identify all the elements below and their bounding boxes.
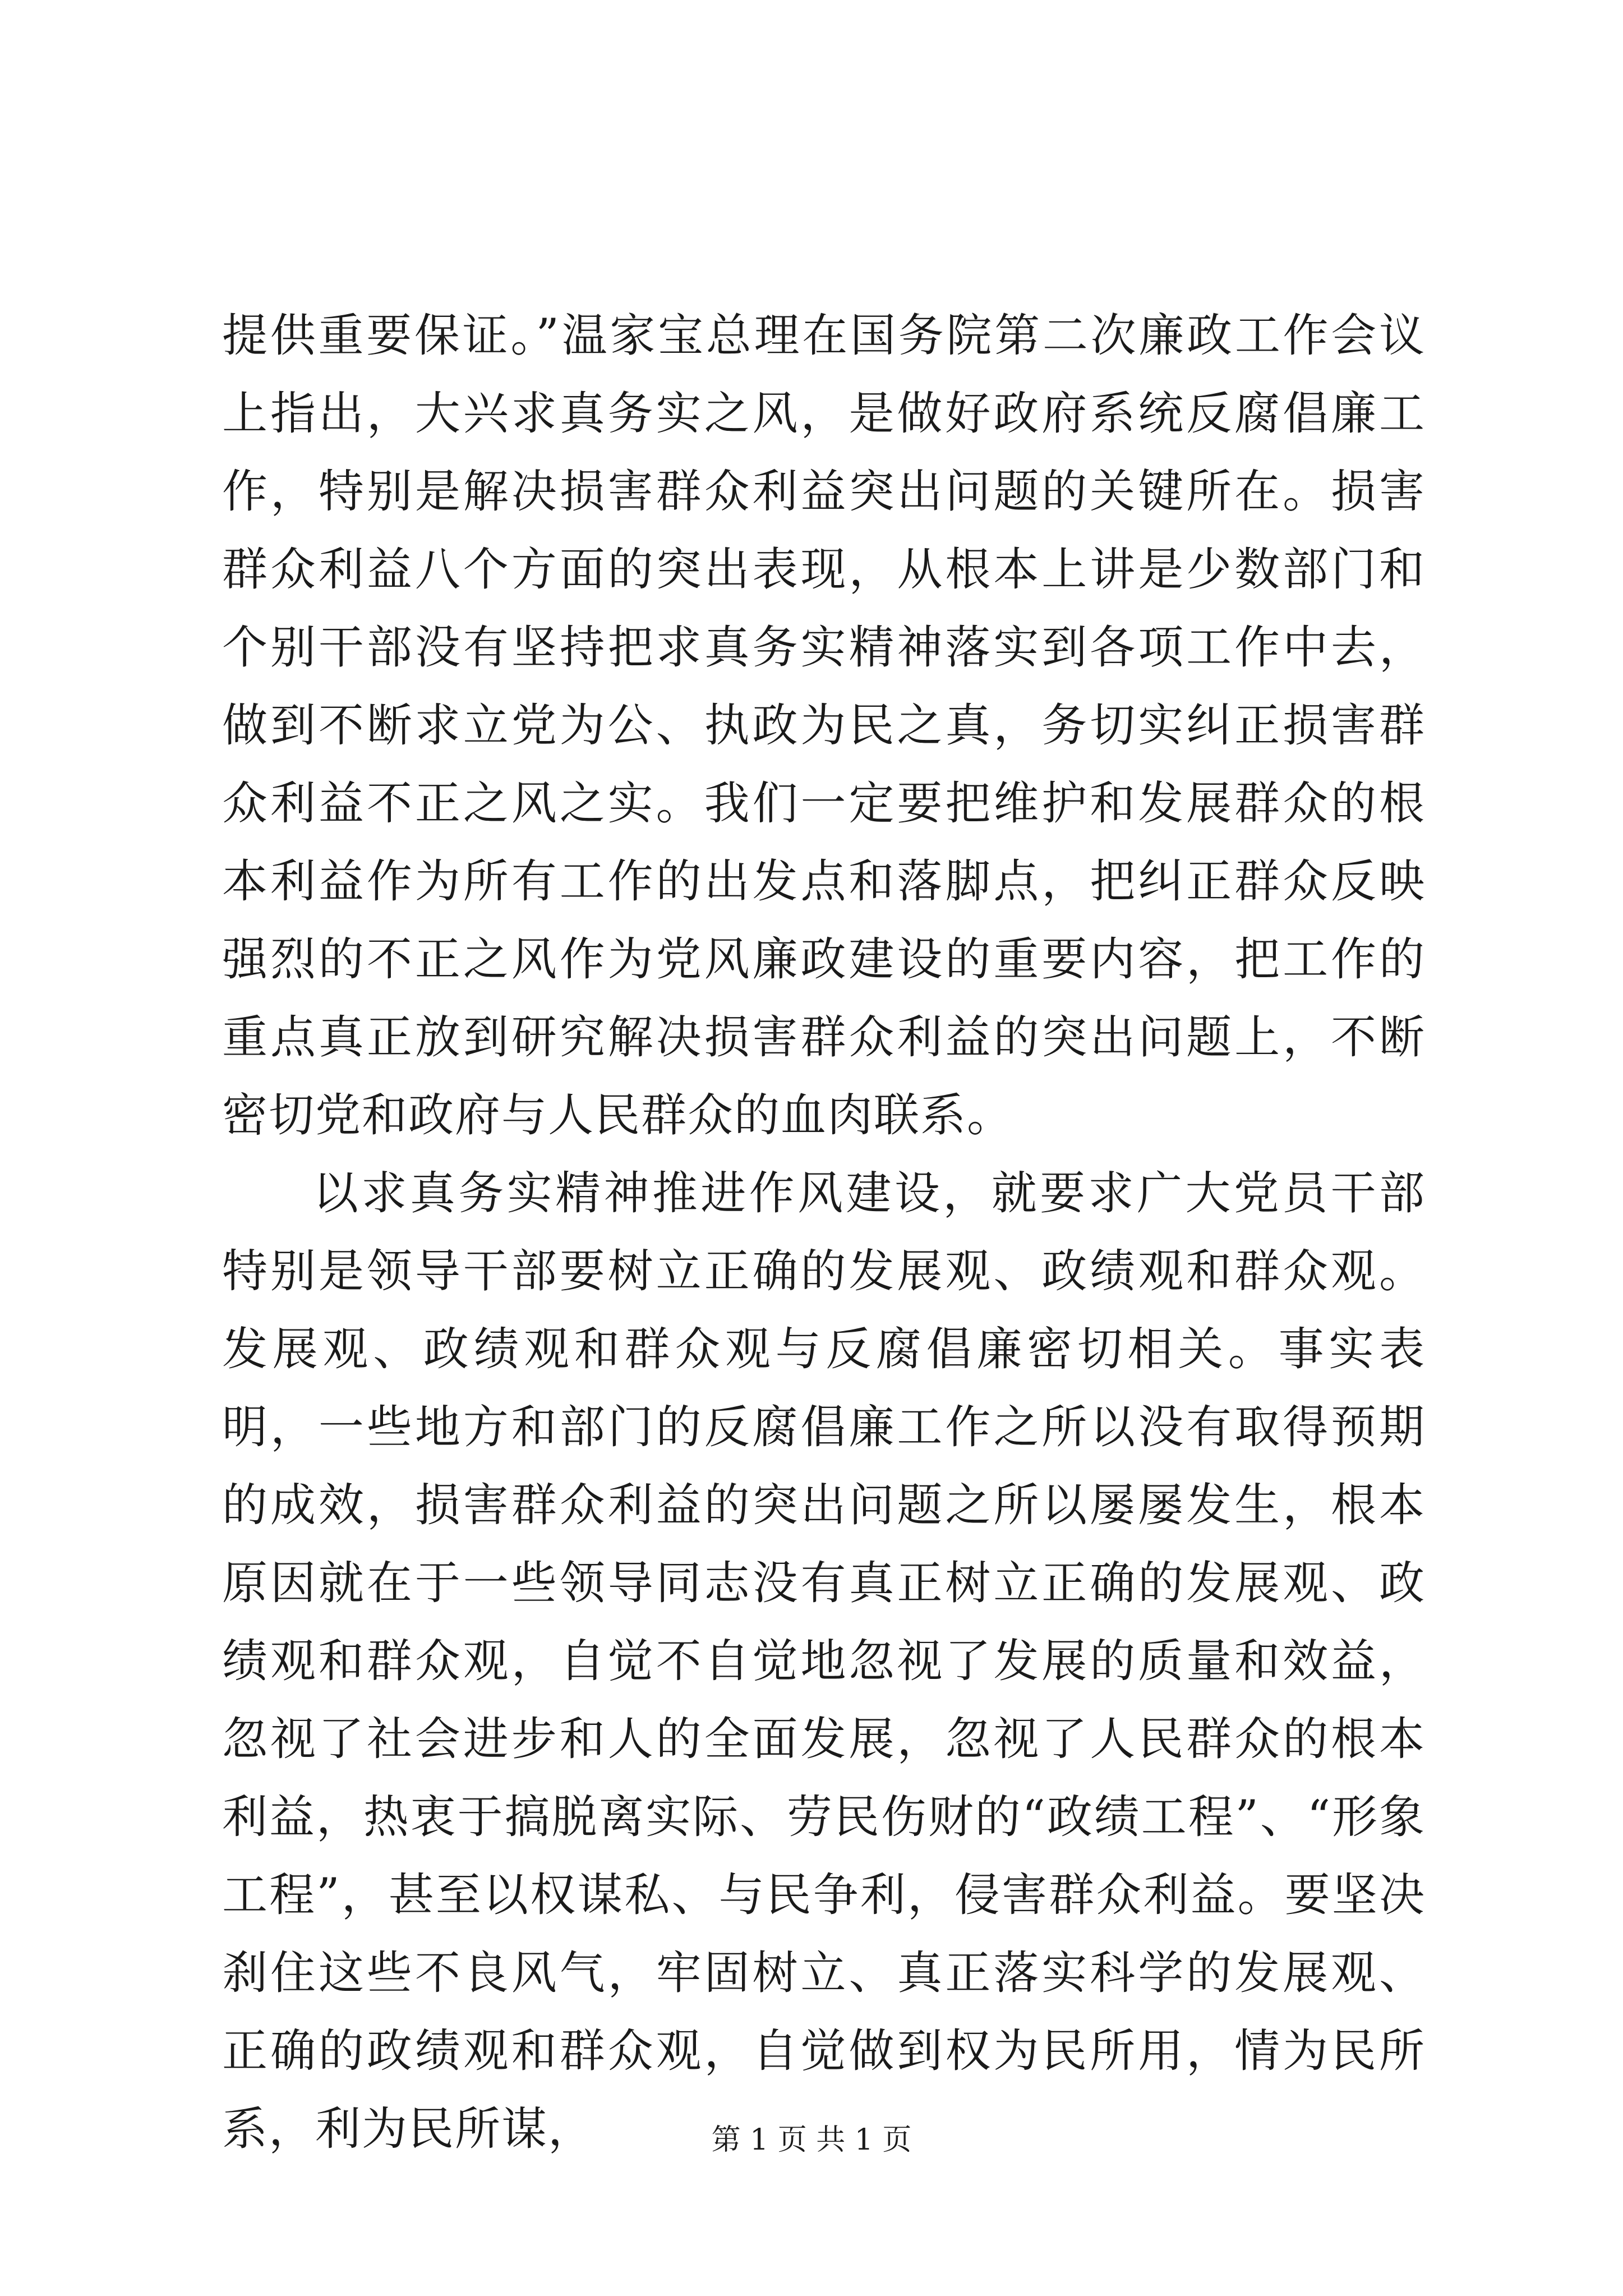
page-footer: 第 1 页 共 1 页	[711, 2123, 912, 2157]
document-body	[222, 297, 1426, 2169]
paragraph-1: 提供重要保证。”温家宝总理在国务院第二次廉政工作会议上指出，大兴求真务实之风，是做好政府系统反腐倡廉工作，特别是解决损害群众利益突出问题的关键所在。损害群众利益八个方面的突出表现，从根本上讲是少数部门和个别干部没有坚持把求真务实精神落实到各项工作中去，做到不断求立党为公、执政为民之真，务切实纠正损害群众利益不正之风之实。我们一定要把维护和发展群众的根本利益作为所有工作的出发点和落脚点，把纠正群众反映强烈的不正之风作为党风廉政建设的重要内容，把工作的重点真正放到研究解决损害群众利益的突出问题上，不断密切党和政府与人民群众的血肉联系。	[222, 310, 1426, 1142]
paragraph-2: 以求真务实精神推进作风建设，就要求广大党员干部特别是领导干部要树立正确的发展观、政绩观和群众观。发展观、政绩观和群众观与反腐倡廉密切相关。事实表明，一些地方和部门的反腐倡廉工作之所以没有取得预期的成效，损害群众利益的突出问题之所以屡屡发生，根本原因就在于一些领导同志没有真正树立正确的发展观、政绩观和群众观，自觉不自觉地忽视了发展的质量和效益，忽视了社会进步和人的全面发展，忽视了人民群众的根本利益，热衷于搞脱离实际、劳民伤财的“政绩工程”、“形象工程”，甚至以权谋私、与民争利，侵害群众利益。要坚决刹住这些不良风气，牢固树立、真正落实科学的发展观、正确的政绩观和群众观，自觉做到权为民所用，情为民所系，利为民所谋，	[222, 1167, 1426, 2156]
